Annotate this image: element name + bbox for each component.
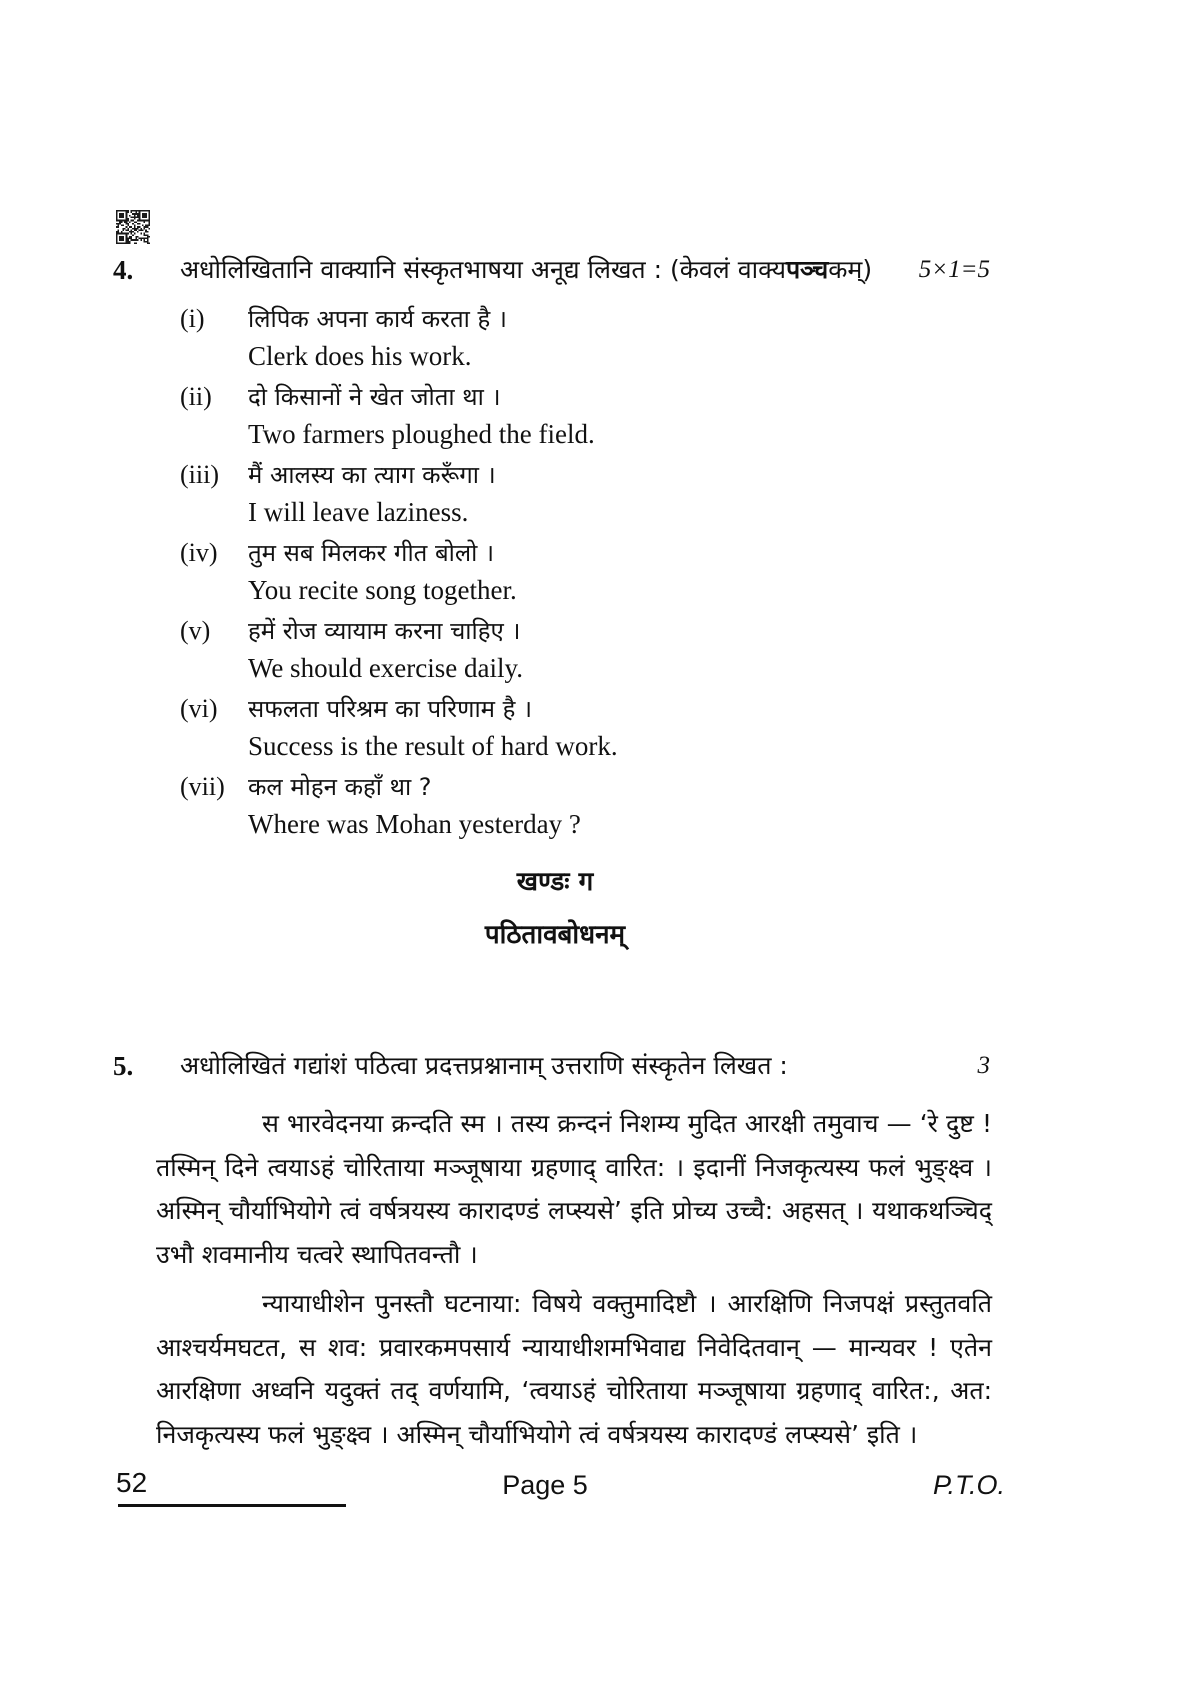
item-english-sentence: Two farmers ploughed the field. <box>248 419 595 449</box>
section-title-heading: पठितावबोधनम् <box>484 920 626 950</box>
item-hindi-sentence: सफलता परिश्रम का परिणाम है । <box>248 695 533 723</box>
question-4-marks: 5×1=5 <box>918 256 990 283</box>
page-number-label: Page 5 <box>502 1470 588 1500</box>
item-english-sentence: I will leave laziness. <box>248 497 469 527</box>
item-numeral: (i) <box>180 304 205 333</box>
passage-paragraph-2: न्यायाधीशेन पुनस्तौ घटनाया: विषये वक्तुमादिष्टौ । आरक्षिणि निजपक्षं प्रस्तुतवति आश्चर्यमघटत, स शव: प्रवारकमपसार्य न्यायाधीशमभिवाद्य निवेदितवान् — मान्यवर ! एतेन आरक्षिणा अध्वनि यदुक्तं तद् वर्णयामि, ‘त्वयाऽहं चोरिताया मञ्जूषाया ग्रहणाद् वारित:, अत: निजकृत्यस्य फलं भुङ्क्ष्व । अस्मिन् चौर्याभियोगे त्वं वर्षत्रयस्य कारादण्डं लप्स्यसे’ इति । <box>156 1289 992 1449</box>
question-4-items <box>180 300 1000 846</box>
question-5-header <box>113 1046 990 1086</box>
item-numeral: (iv) <box>180 538 218 567</box>
item-numeral: (v) <box>180 616 211 645</box>
question-4-number: 4. <box>113 255 134 285</box>
question-5-passage <box>156 1102 992 1456</box>
item-numeral: (vi) <box>180 694 218 723</box>
item-numeral: (vii) <box>180 772 225 801</box>
item-iii <box>180 456 1000 531</box>
item-i <box>180 300 1000 375</box>
question-5-text: अधोलिखितं गद्यांशं पठित्वा प्रदत्तप्रश्नानाम् उत्तराणि संस्कृतेन लिखत : <box>180 1051 788 1080</box>
qr-code-icon <box>116 210 150 244</box>
question-4-text-suffix: कम्) <box>828 255 873 284</box>
paper-code: 52 <box>116 1467 148 1498</box>
question-4-text-bold: पञ्च <box>785 255 829 284</box>
question-4-text-prefix: अधोलिखितानि वाक्यानि संस्कृतभाषया अनूद्य लिखत : (केवलं वाक्य <box>180 255 786 284</box>
item-ii <box>180 378 1000 453</box>
qr-code-svg <box>116 210 150 244</box>
item-hindi-sentence: मैं आलस्य का त्याग करूँगा । <box>248 461 496 489</box>
item-english-sentence: You recite song together. <box>248 575 517 605</box>
passage-paragraph-1: स भारवेदनया क्रन्दति स्म । तस्य क्रन्दनं निशम्य मुदित आरक्षी तमुवाच — ‘रे दुष्ट ! तस्मिन् दिने त्वयाऽहं चोरिताया मञ्जूषाया ग्रहणाद् वारित: । इदानीं निजकृत्यस्य फलं भुङ्क्ष्व । अस्मिन् चौर्याभियोगे त्वं वर्षत्रयस्य कारादण्डं लप्स्यसे’ इति प्रोच्य उच्चै: अहसत् । यथाकथञ्चिद् उभौ शवमानीय चत्वरे स्थापितवन्तौ । <box>156 1109 992 1269</box>
pto-label: P.T.O. <box>932 1470 1005 1500</box>
item-numeral: (iii) <box>180 460 219 489</box>
question-4-text <box>180 250 909 290</box>
item-v <box>180 612 1000 687</box>
question-5-number: 5. <box>113 1051 134 1081</box>
item-hindi-sentence: तुम सब मिलकर गीत बोलो । <box>248 539 495 567</box>
item-english-sentence: Clerk does his work. <box>248 341 472 371</box>
footer-underline <box>118 1504 346 1507</box>
section-part-heading: खण्डः ग <box>516 867 594 897</box>
item-english-sentence: We should exercise daily. <box>248 653 523 683</box>
question-4-header <box>113 250 990 290</box>
item-numeral: (ii) <box>180 382 212 411</box>
item-hindi-sentence: लिपिक अपना कार्य करता है । <box>248 305 507 333</box>
page-footer <box>0 1466 1190 1526</box>
item-iv <box>180 534 1000 609</box>
item-english-sentence: Success is the result of hard work. <box>248 731 618 761</box>
question-5-marks: 3 <box>977 1052 990 1079</box>
item-hindi-sentence: दो किसानों ने खेत जोता था । <box>248 383 501 411</box>
item-vi <box>180 690 1000 765</box>
item-english-sentence: Where was Mohan yesterday ? <box>248 809 581 839</box>
item-hindi-sentence: हमें रोज व्यायाम करना चाहिए । <box>248 617 521 645</box>
item-hindi-sentence: कल मोहन कहाँ था ? <box>248 773 432 801</box>
item-vii <box>180 768 1000 843</box>
